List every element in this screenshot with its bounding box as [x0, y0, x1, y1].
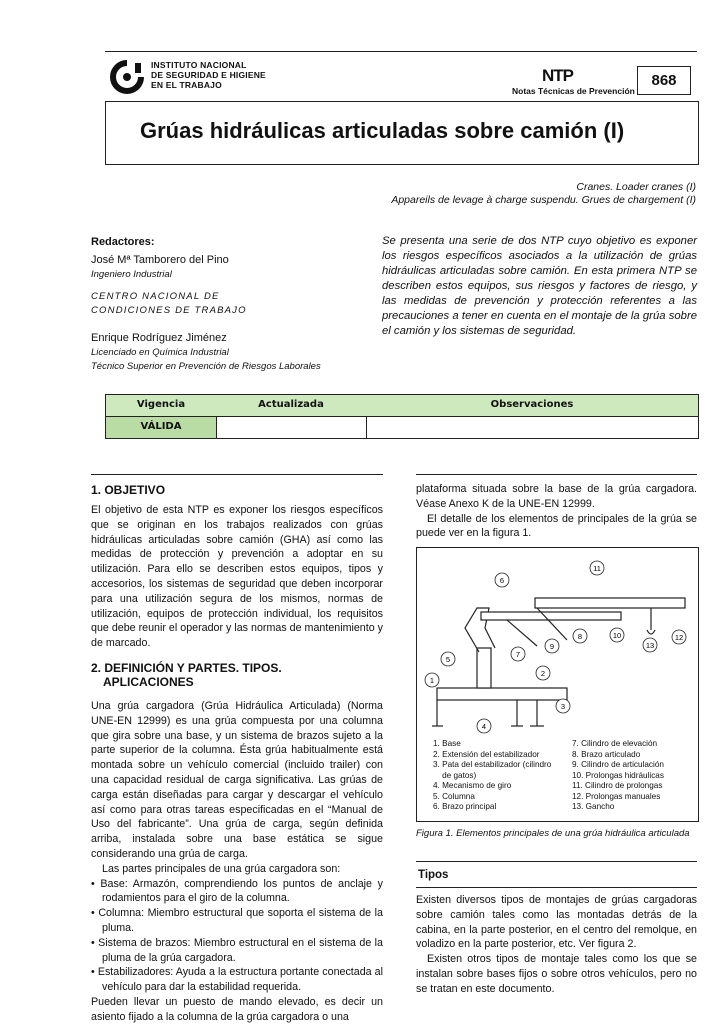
body-top-rule-left — [91, 474, 383, 475]
crane-diagram — [417, 548, 698, 738]
page-title: Grúas hidráulicas articuladas sobre camión (I) — [140, 118, 625, 143]
status-col-observaciones: Observaciones — [490, 399, 574, 410]
legend-item: 7. Cilindro de elevación — [572, 739, 658, 748]
header-top-rule — [105, 51, 697, 52]
alt-title-en: Cranes. Loader cranes (I) — [576, 181, 696, 193]
section2-bullet-1: • Base: Armazón, comprendiendo los puntos de anclaje y rodamientos para el giro de la columna. — [91, 877, 383, 905]
tipos-top-rule — [416, 861, 697, 862]
callout-10: 10 — [612, 631, 622, 640]
figure-1-caption: Figura 1. Elementos principales de una grúa hidráulica articulada — [416, 828, 690, 839]
tipos-paragraph-2: Existen otros tipos de montaje tales como los que se instalan sobre bases fijos o sobre otros vehículos, pero no se tratan en este documento. — [416, 953, 697, 995]
section1-body — [91, 503, 383, 651]
section2-paragraph-2: Las partes principales de una grúa cargadora son: — [102, 862, 341, 875]
insht-logo-text — [151, 60, 266, 90]
callout-7: 7 — [515, 650, 521, 659]
legend-item: de gatos) — [433, 770, 477, 780]
legend-item: 10. Prolongas hidráulicas — [572, 770, 664, 780]
bullet-text: Estabilizadores: Ayuda a la estructura portante conectada al vehículo para dar la estabilidad requerida. — [97, 966, 383, 994]
tipos-bottom-rule — [416, 887, 697, 888]
figure-1 — [416, 547, 699, 822]
legend-item: 9. Cilindro de articulación — [572, 760, 664, 769]
legend-item: 12. Prolongas manuales — [572, 791, 661, 801]
callout-12: 12 — [674, 633, 684, 642]
right-intro — [416, 482, 697, 541]
section2-heading-line1: 2. DEFINICIÓN Y PARTES. TIPOS. — [91, 661, 282, 675]
ntp-number: 868 — [651, 72, 677, 89]
abstract: Se presenta una serie de dos NTP cuyo objetivo es exponer los riesgos específicos asociados a la utilización de grúas hidráulicas articuladas sobre camión. En esta primera NTP se describen estos equipos, sus riesgos y factores de riesgo, y las medidas de prevención y protección referentes a las precauciones a tener en cuenta en el montaje de la grúa sobre el camión y los sistemas de seguridad. — [382, 235, 697, 337]
legend-item: 5. Columna — [433, 791, 475, 801]
section2-body — [91, 699, 383, 1025]
figure-legend-right — [572, 739, 664, 813]
author2-title2: Técnico Superior en Prevención de Riesgos Laborales — [91, 361, 321, 372]
status-table — [105, 394, 699, 439]
status-value-vigencia: VÁLIDA — [140, 421, 182, 432]
section1-paragraph: El objetivo de esta NTP es exponer los riesgos específicos que se originan en los trabajos realizados con grúas hidráulicas articuladas sobre camión (GHA) así como las medidas de protección y prevención a adoptar en su utilización. Para ello se describen estos equipos, tipos y accesorios, los sistemas de seguridad que deben incorporar para una utilización segura de los mismos, normas de utilización, equipos de protección individual, los requisitos que debe reunir el operador y las normas de mantenimiento y de marcado. — [91, 504, 383, 650]
section2-bullet-2: • Columna: Miembro estructural que soporta el sistema de la pluma. — [91, 907, 383, 934]
legend-item: 13. Gancho — [572, 802, 615, 811]
tipos-paragraph-1: Existen diversos tipos de montajes de grúas cargadoras sobre camión tales como las montadas detrás de la cabina, en la parte posterior, en el centro del remolque, en voladizo en la parte posterior, etc. Ver figura 2. — [416, 894, 697, 951]
status-col-actualizada: Actualizada — [258, 399, 324, 410]
ntp-logo: NTP — [542, 66, 573, 85]
callout-11: 11 — [593, 564, 601, 573]
section2-heading-line2: APLICACIONES — [103, 675, 194, 689]
tipos-body — [416, 893, 697, 997]
bullet-text: Columna: Miembro estructural que soporta el sistema de la pluma. — [98, 907, 383, 934]
callout-5: 5 — [445, 655, 451, 664]
figure-legend-left — [433, 739, 551, 813]
ntp-number-box — [637, 66, 691, 95]
callout-9: 9 — [549, 642, 555, 651]
callout-3: 3 — [560, 702, 566, 711]
section1-heading: 1. OBJETIVO — [91, 483, 166, 497]
legend-item: 3. Pata del estabilizador (cilindro — [433, 760, 552, 769]
legend-item: 6. Brazo principal — [433, 802, 497, 811]
callout-4: 4 — [481, 722, 487, 731]
body-top-rule-right — [416, 474, 697, 475]
ntp-subtitle: Notas Técnicas de Prevención — [512, 86, 635, 96]
authors-label: Redactores: — [91, 236, 155, 248]
legend-item: 1. Base — [433, 739, 461, 748]
status-divider — [366, 417, 367, 438]
alt-title-fr: Appareils de levage à charge suspendu. Grues de chargement (I) — [391, 194, 696, 206]
section2-bullet-4: • Estabilizadores: Ayuda a la estructura portante conectada al vehículo para dar la estabilidad requerida. — [91, 966, 383, 994]
right-paragraph-1: plataforma situada sobre la base de la grúa cargadora. Véase Anexo K de la UNE-EN 12999. — [416, 483, 697, 510]
legend-item: 2. Extensión del estabilizador — [433, 749, 540, 759]
author2-title1: Licenciado en Química Industrial — [91, 347, 229, 358]
legend-item: 4. Mecanismo de giro — [433, 781, 512, 790]
status-col-vigencia: Vigencia — [136, 399, 186, 410]
org-line-1: CENTRO NACIONAL DE — [91, 291, 220, 302]
callout-6: 6 — [499, 576, 505, 585]
insht-logo-icon — [105, 60, 149, 94]
logo-line-1: INSTITUTO NACIONAL — [151, 60, 247, 70]
callout-2: 2 — [540, 669, 546, 678]
legend-item: 8. Brazo articulado — [572, 749, 641, 759]
author2-name: Enrique Rodríguez Jiménez — [91, 332, 227, 344]
tipos-heading: Tipos — [418, 869, 449, 881]
callout-8: 8 — [577, 632, 583, 641]
section2-paragraph-1: Una grúa cargadora (Grúa Hidráulica Articulada) (Norma UNE-EN 12999) es una grúa compuesta por una columna que gira sobre una base, y un sistema de brazos sujeto a la parte superior de la columna. Ésta grúa habitualmente está montada sobre un vehículo comercial (incluido trailer) con una capacidad residual de carga significativa. Las grúas de carga están diseñadas para cargar y descargar el vehículo así como para otras tareas especificadas en el “Manual de Uso del fabricante”. Una grúa de carga, según definida arriba, instalada sobre una base estática se sigue considerando una grúa de carga. — [91, 700, 383, 860]
section2-paragraph-3: Pueden llevar un puesto de mando elevado, es decir un asiento fijado a la columna de la grúa cargadora o una — [91, 995, 383, 1023]
author1-title: Ingeniero Industrial — [91, 269, 172, 280]
right-paragraph-2: El detalle de los elementos de principales de la grúa se puede ver en la figura 1. — [416, 512, 697, 540]
section2-bullet-3: • Sistema de brazos: Miembro estructural en el sistema de la pluma de la grúa cargadora. — [91, 936, 384, 964]
callout-1: 1 — [429, 676, 435, 685]
logo-line-3: EN EL TRABAJO — [151, 80, 222, 90]
org-line-2: CONDICIONES DE TRABAJO — [91, 305, 247, 316]
insht-logo — [105, 60, 149, 99]
legend-item: 11. Cilindro de prolongas — [572, 781, 663, 790]
callout-13: 13 — [645, 641, 655, 650]
bullet-text: Sistema de brazos: Miembro estructural en el sistema de la pluma de la grúa cargadora. — [98, 936, 384, 964]
bullet-text: Base: Armazón, comprendiendo los puntos de anclaje y rodamientos para el giro de la columna. — [100, 877, 383, 905]
logo-line-2: DE SEGURIDAD E HIGIENE — [151, 70, 266, 80]
author1-name: José Mª Tamborero del Pino — [91, 254, 229, 266]
